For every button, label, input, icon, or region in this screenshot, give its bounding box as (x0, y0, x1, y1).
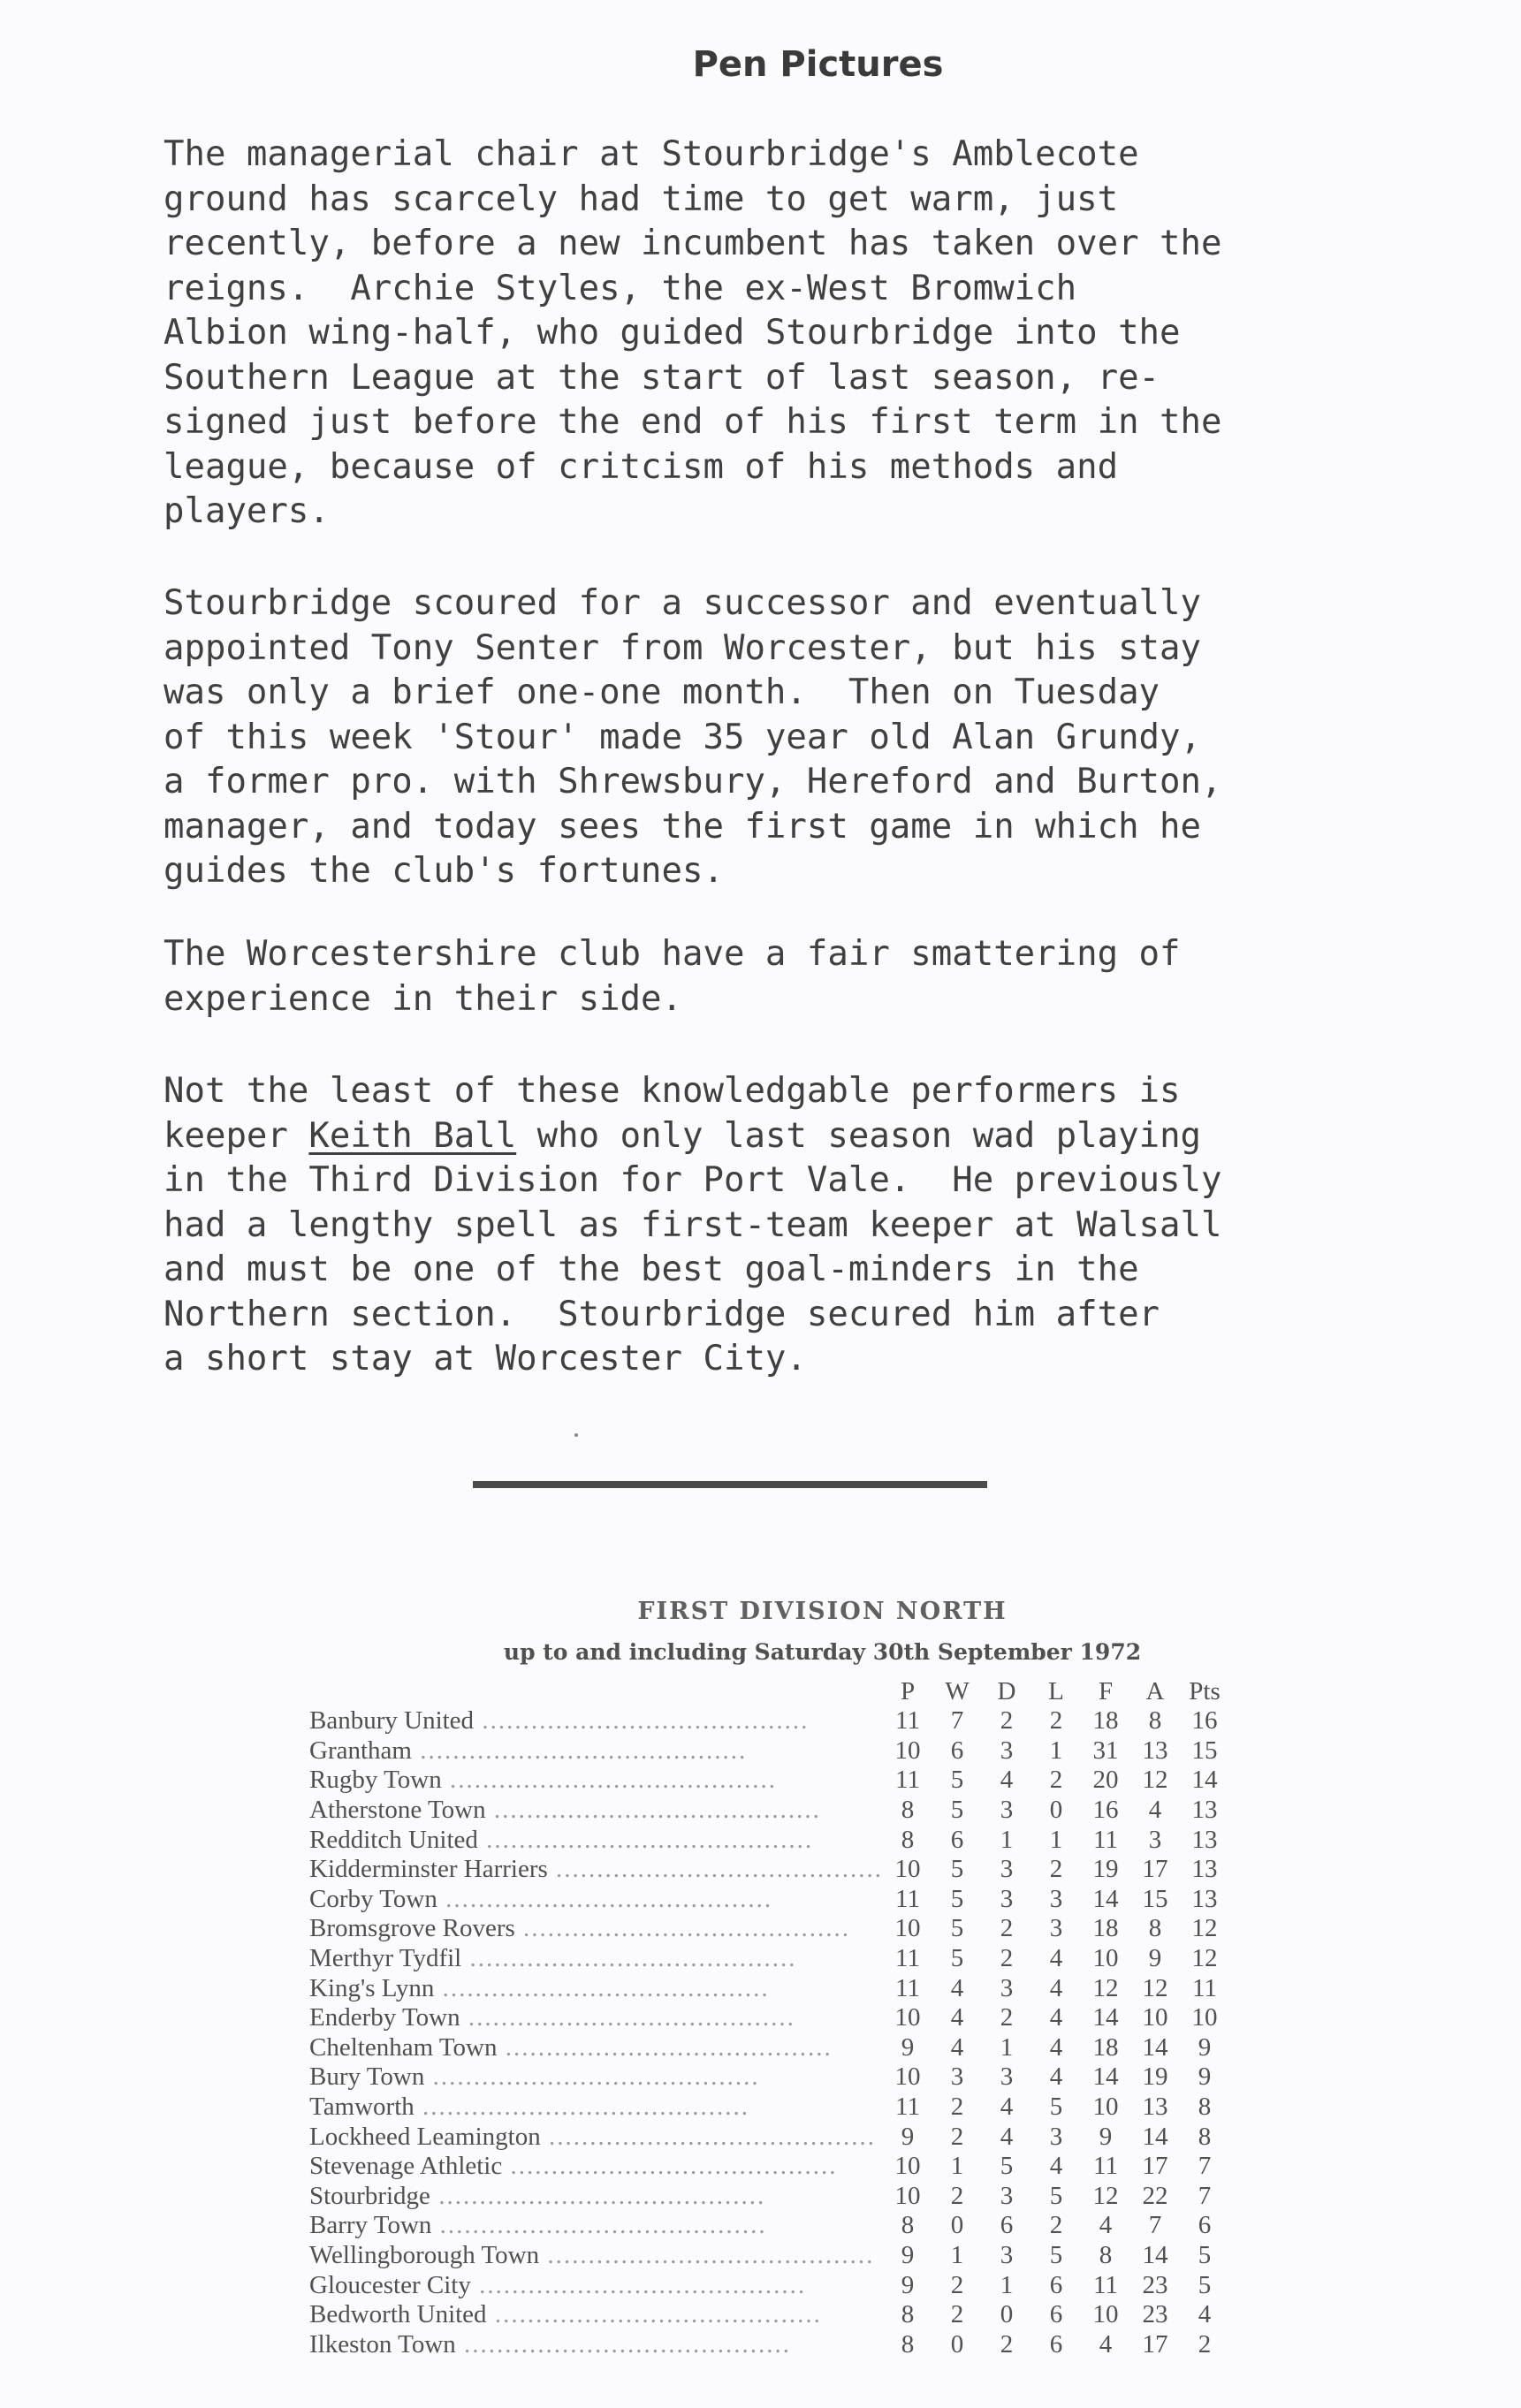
team-name-text: Redditch United (309, 1825, 478, 1854)
cell-a: 19 (1142, 2062, 1168, 2092)
cell-d: 4 (1000, 2093, 1014, 2122)
cell-pts: 13 (1191, 1884, 1218, 1913)
cell-p: 8 (901, 1796, 915, 1825)
team-name (309, 2152, 883, 2182)
table-row (309, 2329, 1229, 2359)
cell-f: 12 (1092, 2181, 1119, 2210)
cell-d: 1 (1000, 2032, 1014, 2062)
leader-dots: ........................................ (411, 1736, 748, 1765)
column-header-w: W (945, 1677, 970, 1705)
cell-w: 0 (950, 2329, 964, 2359)
table-row (309, 2241, 1229, 2271)
leader-dots: ........................................ (430, 2181, 766, 2210)
cell-d: 4 (1000, 1766, 1014, 1795)
cell-w: 5 (950, 1796, 964, 1825)
cell-l: 1 (1049, 1825, 1063, 1854)
cell-l: 4 (1049, 2003, 1063, 2032)
cell-a: 14 (1142, 2240, 1168, 2269)
team-name (309, 2122, 883, 2152)
cell-p: 11 (895, 1973, 920, 2002)
cell-a: 8 (1148, 1706, 1162, 1736)
table-row (309, 1766, 1229, 1796)
cell-w: 5 (950, 1855, 964, 1884)
leader-dots: ........................................ (486, 2300, 822, 2329)
cell-pts: 15 (1191, 1736, 1218, 1765)
cell-l: 4 (1049, 2062, 1063, 2092)
cell-f: 19 (1092, 1855, 1119, 1884)
cell-d: 2 (1000, 2003, 1014, 2032)
cell-a: 15 (1142, 1884, 1168, 1913)
team-name (309, 1796, 883, 1826)
cell-w: 7 (950, 1706, 964, 1736)
column-header-d: D (997, 1677, 1016, 1705)
cell-pts: 8 (1198, 2122, 1212, 2151)
cell-a: 12 (1142, 1973, 1168, 2002)
league-table (309, 1677, 1229, 2359)
cell-w: 5 (950, 1766, 964, 1795)
cell-pts: 6 (1198, 2211, 1212, 2240)
table-row (309, 2182, 1229, 2212)
cell-l: 4 (1049, 2152, 1063, 2181)
team-name (309, 1944, 883, 1974)
league-table-body (309, 1706, 1229, 2359)
cell-l: 2 (1049, 1766, 1063, 1795)
cell-p: 11 (895, 2093, 920, 2122)
cell-l: 6 (1049, 2300, 1063, 2329)
team-name-text: Corby Town (309, 1884, 437, 1913)
cell-d: 2 (1000, 1706, 1014, 1736)
cell-pts: 2 (1198, 2329, 1212, 2359)
cell-a: 23 (1142, 2270, 1168, 2299)
cell-pts: 16 (1191, 1706, 1218, 1736)
table-row (309, 1944, 1229, 1974)
cell-w: 2 (950, 2093, 964, 2122)
cell-w: 0 (950, 2211, 964, 2240)
team-name-text: Merthyr Tydfil (309, 1944, 462, 1973)
leader-dots: ........................................ (460, 2003, 795, 2032)
team-name (309, 2300, 883, 2330)
cell-d: 3 (1000, 1736, 1014, 1765)
team-name-text: Stourbridge (309, 2181, 430, 2210)
cell-f: 14 (1092, 2003, 1119, 2032)
cell-a: 12 (1142, 1766, 1168, 1795)
cell-f: 8 (1099, 2240, 1113, 2269)
table-row (309, 2062, 1229, 2093)
cell-l: 3 (1049, 2122, 1063, 2151)
keeper-name-underlined: Keith Ball (308, 1115, 517, 1156)
team-name (309, 2211, 883, 2241)
cell-a: 7 (1148, 2211, 1162, 2240)
cell-pts: 12 (1191, 1914, 1218, 1943)
league-table-header-row (309, 1677, 1229, 1706)
table-row (309, 1973, 1229, 2003)
cell-pts: 7 (1198, 2152, 1212, 2181)
cell-a: 17 (1142, 2152, 1168, 2181)
paragraph-managerial-chair: The managerial chair at Stourbridge's Amblecote ground has scarcely had time to get warm, just recently, before a new incumbent has taken over the reigns. Archie Styles, the ex-West Bromwich Albion wing-half, who guided Stourbridge into the Southern League at the start of last season, re- signed just before the end of his first term in the league, because of critcism of his methods and players. (164, 134, 1222, 531)
team-name-text: King's Lynn (309, 1973, 435, 2002)
cell-w: 4 (950, 1973, 964, 2002)
cell-w: 1 (950, 2240, 964, 2269)
cell-w: 2 (950, 2300, 964, 2329)
cell-pts: 12 (1191, 1944, 1218, 1973)
column-header-pts: Pts (1189, 1677, 1221, 1705)
cell-a: 3 (1148, 1825, 1162, 1854)
team-name-text: Cheltenham Town (309, 2032, 498, 2062)
cell-a: 17 (1142, 1855, 1168, 1884)
cell-f: 11 (1093, 1825, 1118, 1854)
cell-pts: 10 (1191, 2003, 1218, 2032)
cell-f: 12 (1092, 1973, 1119, 2002)
cell-a: 22 (1142, 2181, 1168, 2210)
cell-p: 9 (901, 2122, 915, 2151)
cell-p: 11 (895, 1766, 920, 1795)
leader-dots: ........................................ (431, 2211, 767, 2240)
section-divider (473, 1481, 987, 1488)
cell-w: 6 (950, 1825, 964, 1854)
table-row (309, 2300, 1229, 2330)
cell-d: 1 (1000, 1825, 1014, 1854)
cell-p: 8 (901, 2329, 915, 2359)
cell-w: 5 (950, 1914, 964, 1943)
leader-dots: ........................................ (502, 2152, 838, 2181)
cell-a: 4 (1148, 1796, 1162, 1825)
column-header-f: F (1098, 1677, 1114, 1705)
team-name-text: Barry Town (309, 2211, 432, 2240)
team-name (309, 1706, 883, 1736)
cell-p: 10 (894, 2181, 921, 2210)
cell-f: 9 (1099, 2122, 1113, 2151)
team-name (309, 1766, 883, 1796)
cell-d: 4 (1000, 2122, 1014, 2151)
page-title: Pen Pictures (692, 44, 944, 85)
cell-d: 3 (1000, 1855, 1014, 1884)
table-row (309, 2152, 1229, 2182)
cell-l: 4 (1049, 1944, 1063, 1973)
leader-dots: ........................................ (455, 2329, 792, 2359)
team-name (309, 1973, 883, 2003)
table-row (309, 2003, 1229, 2033)
leader-dots: ........................................ (470, 2270, 807, 2299)
team-column-header (309, 1677, 883, 1706)
table-row (309, 2122, 1229, 2152)
cell-p: 10 (894, 1736, 921, 1765)
cell-d: 2 (1000, 1944, 1014, 1973)
cell-l: 6 (1049, 2329, 1063, 2359)
cell-f: 14 (1092, 1884, 1119, 1913)
cell-p: 9 (901, 2032, 915, 2062)
cell-d: 6 (1000, 2211, 1014, 2240)
cell-w: 1 (950, 2152, 964, 2181)
cell-l: 3 (1049, 1914, 1063, 1943)
cell-l: 0 (1049, 1796, 1063, 1825)
paragraph-keeper-text-before: Not the least of these knowledgable performers is keeper (164, 1071, 1181, 1156)
team-name (309, 1825, 883, 1855)
team-name (309, 1914, 883, 1944)
leader-dots: ........................................ (540, 2122, 876, 2151)
paragraph-keeper-text-after: who only last season wad playing in the Third Division for Port Vale. He previously had a lengthy spell as first-team keeper at Walsall and must be one of the best goal-minders in the Northern section. Stourbridge secured him after a short stay at Worcester City. (164, 1115, 1222, 1379)
cell-a: 23 (1142, 2300, 1168, 2329)
leader-dots: ........................................ (514, 1914, 851, 1943)
table-row (309, 1825, 1229, 1855)
cell-d: 3 (1000, 1884, 1014, 1913)
paragraph-successor: Stourbridge scoured for a successor and eventually appointed Tony Senter from Worcester, but his stay was only a brief one-one month. Then on Tuesday of this week 'Stour' made 35 year old Alan Grundy, a former pro. with Shrewsbury, Hereford and Burton, manager, and today sees the first game in which he guides the club's fortunes. (164, 583, 1222, 891)
table-row (309, 1736, 1229, 1766)
team-name (309, 2093, 883, 2123)
cell-f: 18 (1092, 1706, 1119, 1736)
team-name (309, 1736, 883, 1766)
cell-pts: 13 (1191, 1825, 1218, 1854)
cell-l: 4 (1049, 1973, 1063, 2002)
paragraph-experience: The Worcestershire club have a fair smattering of experience in their side. (164, 934, 1181, 1019)
cell-pts: 8 (1198, 2093, 1212, 2122)
leader-dots: ........................................ (539, 2240, 875, 2269)
cell-f: 10 (1092, 2300, 1119, 2329)
leader-dots: ........................................ (461, 1944, 797, 1973)
table-row (309, 1855, 1229, 1885)
cell-p: 8 (901, 2300, 915, 2329)
team-name-text: Lockheed Leamington (309, 2122, 541, 2151)
table-row (309, 2093, 1229, 2123)
team-name (309, 2062, 883, 2093)
team-name-text: Rugby Town (309, 1766, 442, 1795)
cell-a: 8 (1148, 1914, 1162, 1943)
cell-p: 11 (895, 1944, 920, 1973)
cell-p: 11 (895, 1706, 920, 1736)
team-name (309, 2241, 883, 2271)
cell-p: 8 (901, 1825, 915, 1854)
cell-d: 3 (1000, 2181, 1014, 2210)
league-table-title: FIRST DIVISION NORTH (637, 1598, 1008, 1625)
team-name-text: Atherstone Town (309, 1796, 486, 1825)
team-name-text: Kidderminster Harriers (309, 1855, 548, 1884)
cell-p: 9 (901, 2270, 915, 2299)
team-name-text: Banbury United (309, 1706, 475, 1736)
column-header-l: L (1048, 1677, 1064, 1705)
leader-dots: ........................................ (437, 1884, 773, 1913)
cell-f: 14 (1092, 2062, 1119, 2092)
cell-l: 3 (1049, 1884, 1063, 1913)
cell-l: 1 (1049, 1736, 1063, 1765)
table-row (309, 1706, 1229, 1736)
cell-l: 5 (1049, 2240, 1063, 2269)
cell-f: 20 (1092, 1766, 1119, 1795)
cell-p: 10 (894, 2062, 921, 2092)
cell-f: 4 (1099, 2211, 1113, 2240)
cell-d: 3 (1000, 1796, 1014, 1825)
cell-pts: 14 (1191, 1766, 1218, 1795)
team-name-text: Bury Town (309, 2062, 425, 2092)
cell-a: 10 (1142, 2003, 1168, 2032)
cell-p: 10 (894, 2003, 921, 2032)
cell-f: 10 (1092, 2093, 1119, 2122)
leader-dots: ........................................ (497, 2032, 833, 2062)
cell-f: 4 (1099, 2329, 1113, 2359)
cell-w: 2 (950, 2270, 964, 2299)
cell-f: 11 (1093, 2152, 1118, 2181)
cell-d: 2 (1000, 2329, 1014, 2359)
cell-pts: 5 (1198, 2270, 1212, 2299)
cell-pts: 9 (1198, 2032, 1212, 2062)
cell-pts: 4 (1198, 2300, 1212, 2329)
team-name (309, 1855, 883, 1885)
cell-p: 10 (894, 1914, 921, 1943)
cell-a: 17 (1142, 2329, 1168, 2359)
team-name (309, 2033, 883, 2063)
cell-a: 13 (1142, 1736, 1168, 1765)
cell-f: 10 (1092, 1944, 1119, 1973)
stray-mark (574, 1433, 578, 1437)
table-row (309, 2270, 1229, 2300)
team-name-text: Grantham (309, 1736, 412, 1765)
cell-f: 31 (1092, 1736, 1119, 1765)
table-row (309, 1914, 1229, 1944)
cell-f: 11 (1093, 2270, 1118, 2299)
cell-a: 9 (1148, 1944, 1162, 1973)
team-name-text: Bedworth United (309, 2300, 487, 2329)
leader-dots: ........................................ (424, 2062, 760, 2092)
cell-pts: 9 (1198, 2062, 1212, 2092)
cell-l: 2 (1049, 1706, 1063, 1736)
cell-p: 11 (895, 1884, 920, 1913)
cell-d: 5 (1000, 2152, 1014, 2181)
paragraph-keeper (164, 1069, 1330, 1382)
cell-pts: 11 (1192, 1973, 1217, 2002)
cell-f: 18 (1092, 2032, 1119, 2062)
cell-p: 9 (901, 2240, 915, 2269)
cell-a: 13 (1142, 2093, 1168, 2122)
team-name-text: Stevenage Athletic (309, 2152, 503, 2181)
cell-l: 5 (1049, 2093, 1063, 2122)
cell-p: 8 (901, 2211, 915, 2240)
cell-p: 10 (894, 1855, 921, 1884)
leader-dots: ........................................ (474, 1706, 810, 1736)
cell-l: 2 (1049, 1855, 1063, 1884)
team-name-text: Wellingborough Town (309, 2240, 540, 2269)
cell-d: 1 (1000, 2270, 1014, 2299)
cell-w: 2 (950, 2122, 964, 2151)
team-name (309, 1885, 883, 1915)
cell-f: 18 (1092, 1914, 1119, 1943)
cell-pts: 13 (1191, 1796, 1218, 1825)
cell-w: 5 (950, 1944, 964, 1973)
cell-d: 3 (1000, 2240, 1014, 2269)
team-name-text: Bromsgrove Rovers (309, 1914, 515, 1943)
cell-l: 5 (1049, 2181, 1063, 2210)
cell-d: 0 (1000, 2300, 1014, 2329)
league-table-subtitle: up to and including Saturday 30th September 1972 (503, 1639, 1142, 1665)
cell-d: 3 (1000, 1973, 1014, 2002)
cell-l: 2 (1049, 2211, 1063, 2240)
team-name (309, 2003, 883, 2033)
team-name (309, 2182, 883, 2212)
cell-l: 6 (1049, 2270, 1063, 2299)
cell-a: 14 (1142, 2122, 1168, 2151)
table-row (309, 1796, 1229, 1826)
cell-d: 3 (1000, 2062, 1014, 2092)
leader-dots: ........................................ (434, 1973, 770, 2002)
cell-p: 10 (894, 2152, 921, 2181)
column-header-a: A (1145, 1677, 1165, 1705)
leader-dots: ........................................ (477, 1825, 814, 1854)
leader-dots: ........................................ (485, 1796, 821, 1825)
cell-pts: 5 (1198, 2240, 1212, 2269)
cell-l: 4 (1049, 2032, 1063, 2062)
team-name-text: Gloucester City (309, 2270, 471, 2299)
cell-f: 16 (1092, 1796, 1119, 1825)
leader-dots: ........................................ (414, 2093, 750, 2122)
team-name-text: Tamworth (309, 2093, 414, 2122)
leader-dots: ........................................ (441, 1766, 777, 1795)
cell-w: 3 (950, 2062, 964, 2092)
column-header-p: P (900, 1677, 916, 1705)
cell-w: 4 (950, 2032, 964, 2062)
cell-a: 14 (1142, 2032, 1168, 2062)
cell-w: 2 (950, 2181, 964, 2210)
team-name (309, 2329, 883, 2359)
cell-pts: 7 (1198, 2181, 1212, 2210)
team-name-text: Ilkeston Town (309, 2329, 456, 2359)
team-name-text: Enderby Town (309, 2003, 460, 2032)
cell-w: 5 (950, 1884, 964, 1913)
table-row (309, 2033, 1229, 2063)
cell-pts: 13 (1191, 1855, 1218, 1884)
team-name (309, 2270, 883, 2300)
cell-w: 6 (950, 1736, 964, 1765)
leader-dots: ........................................ (547, 1855, 884, 1884)
cell-w: 4 (950, 2003, 964, 2032)
table-row (309, 2211, 1229, 2241)
cell-d: 2 (1000, 1914, 1014, 1943)
table-row (309, 1885, 1229, 1915)
